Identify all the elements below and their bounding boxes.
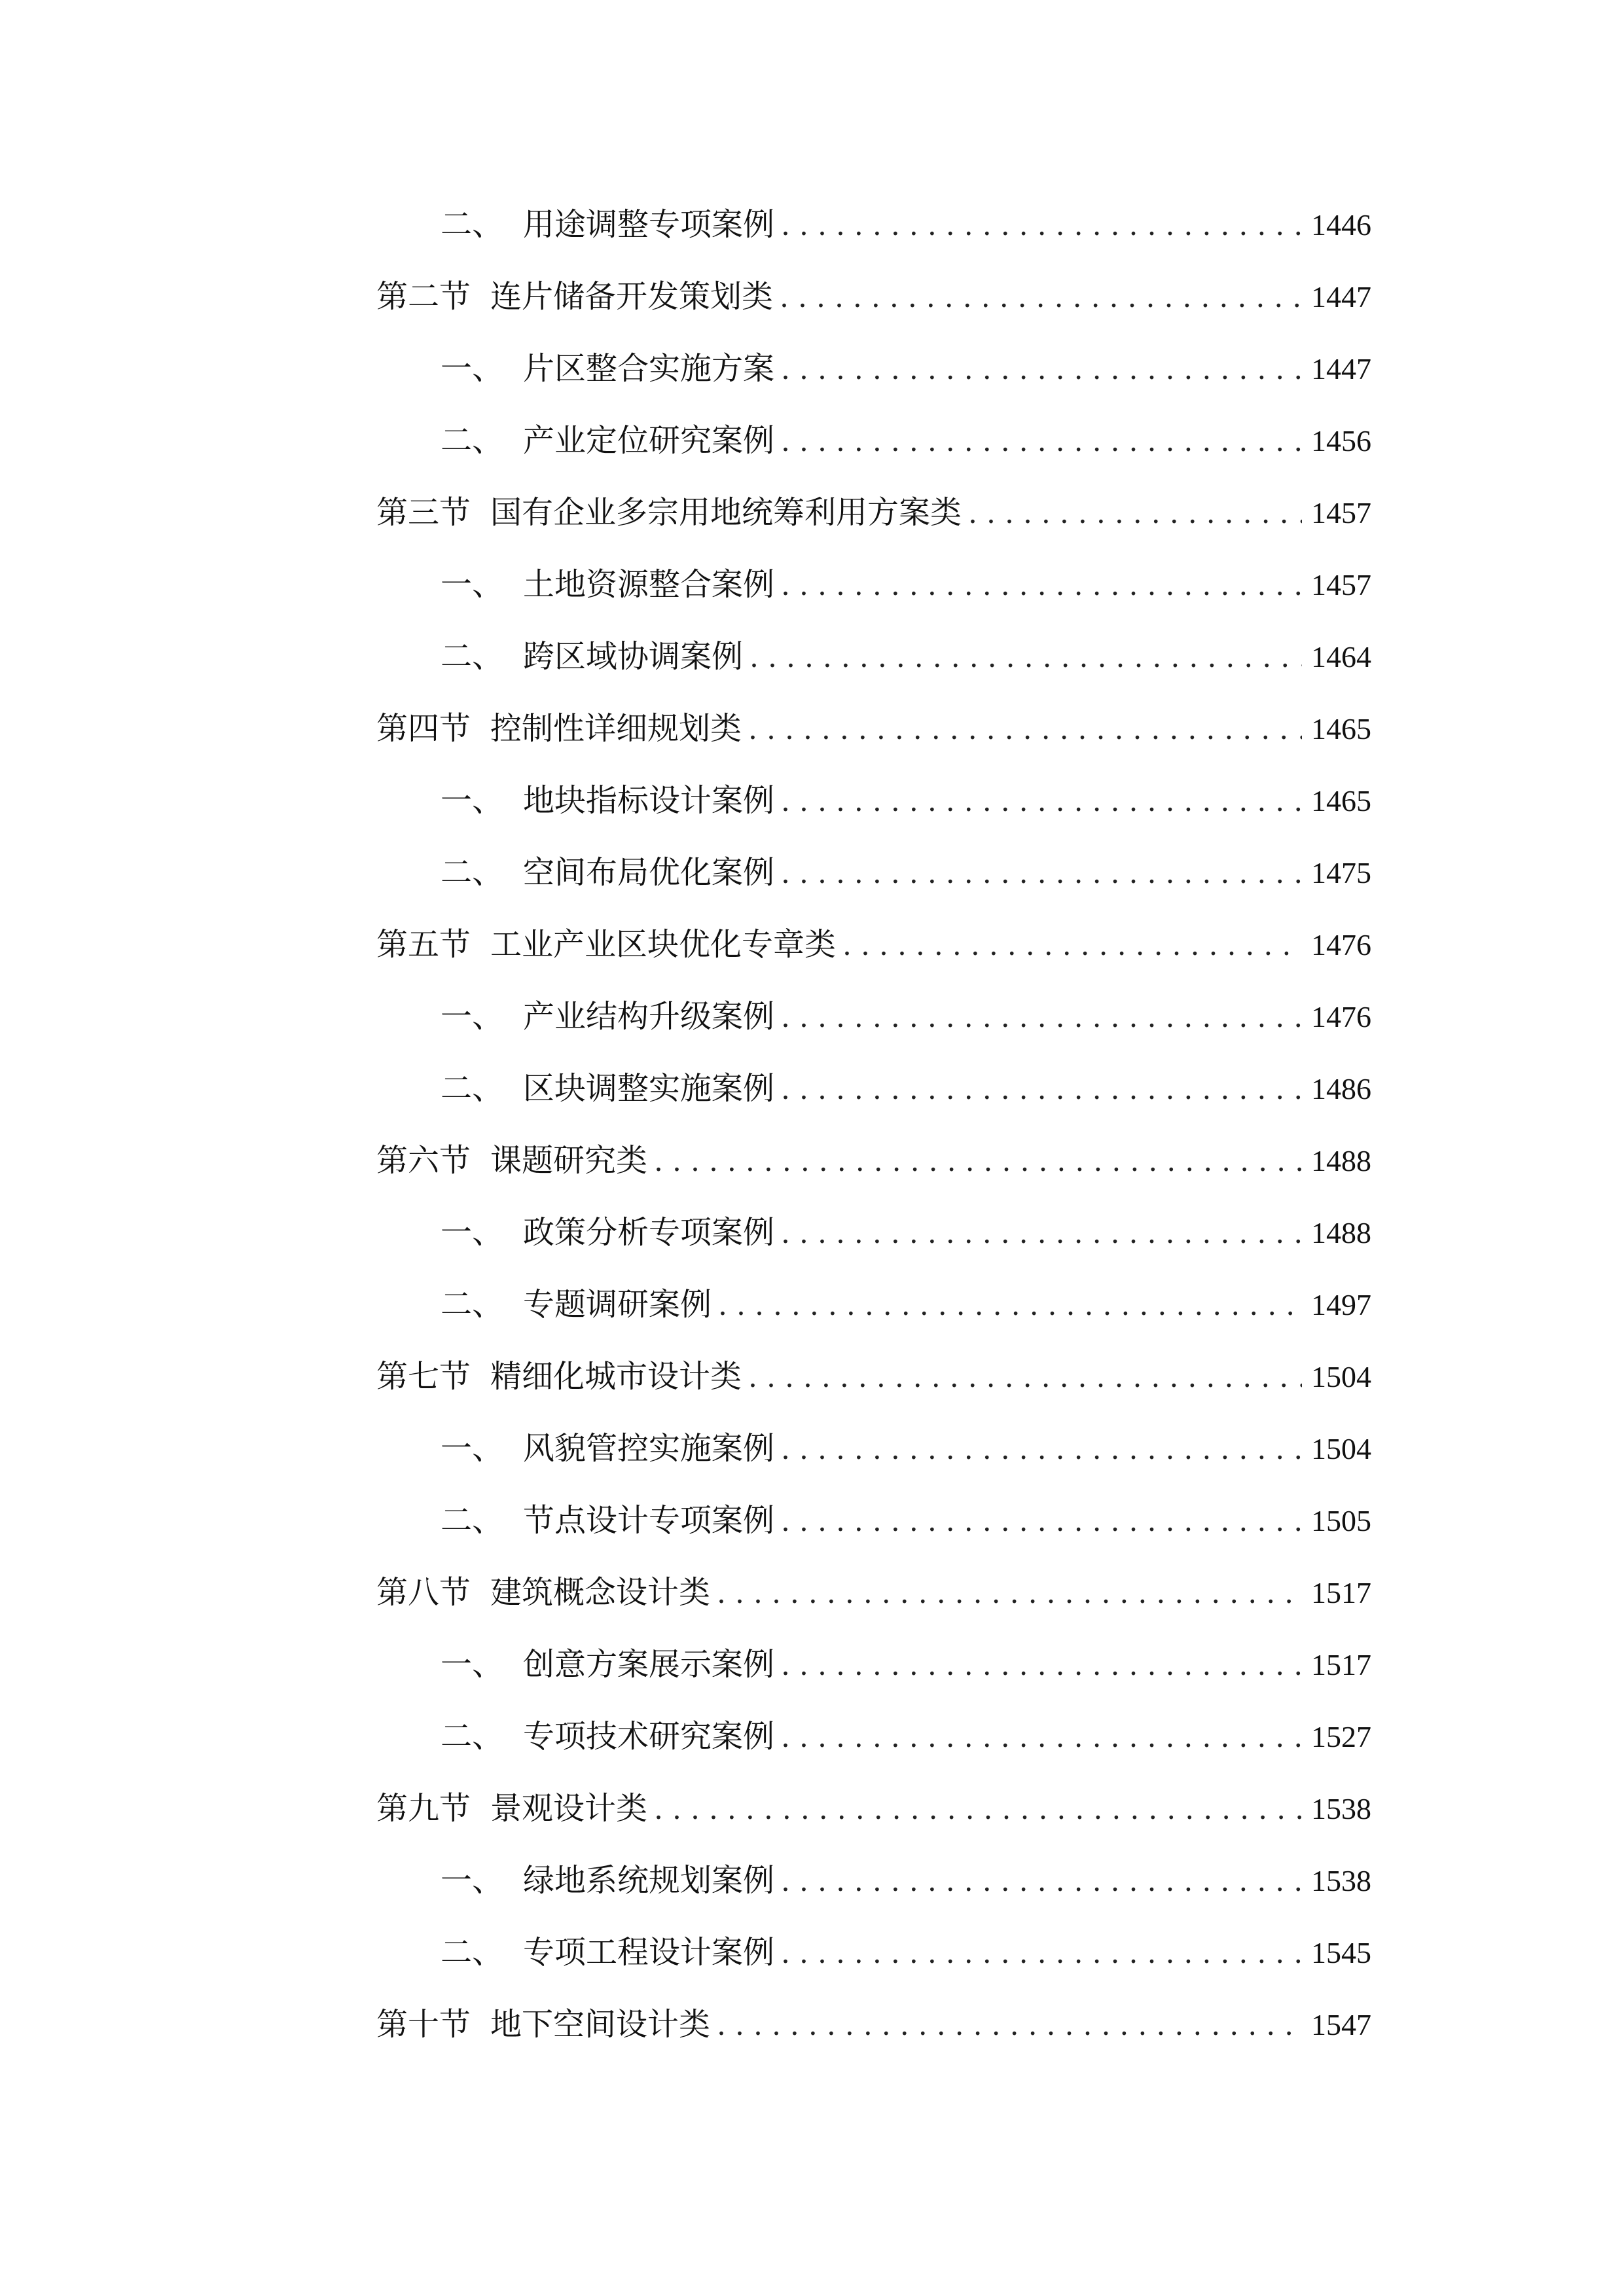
dot-leader	[781, 1196, 1302, 1270]
page-number: 1476	[1311, 1000, 1371, 1033]
page-number: 1504	[1311, 1360, 1371, 1393]
page-number: 1457	[1311, 568, 1371, 601]
dot-leader	[781, 548, 1302, 622]
toc-entry[interactable]	[376, 1268, 1371, 1340]
toc-entry[interactable]	[376, 476, 1371, 548]
entry-title: 专题调研案例	[523, 1286, 712, 1323]
entry-title: 专项技术研究案例	[523, 1718, 775, 1755]
page-number: 1488	[1311, 1216, 1371, 1249]
toc-entry[interactable]	[376, 1556, 1371, 1628]
entry-marker: 一、	[441, 782, 504, 819]
page-number: 1465	[1311, 712, 1371, 745]
toc-entry[interactable]	[376, 404, 1371, 476]
page-number: 1464	[1311, 640, 1371, 673]
dot-leader	[781, 404, 1302, 478]
entry-marker: 第五节	[376, 926, 471, 963]
entry-label	[441, 764, 774, 836]
entry-title: 绿地系统规划案例	[523, 1862, 775, 1899]
page-number: 1475	[1311, 856, 1371, 889]
entry-marker: 第六节	[376, 1142, 471, 1179]
entry-label	[376, 476, 962, 548]
dot-leader	[842, 908, 1302, 982]
entry-marker: 一、	[441, 566, 504, 603]
entry-label	[441, 620, 743, 692]
dot-leader	[718, 1268, 1302, 1342]
entry-label	[441, 1268, 712, 1340]
dot-leader	[654, 1772, 1302, 1846]
entry-title: 产业定位研究案例	[523, 422, 775, 459]
toc-entry[interactable]	[376, 1196, 1371, 1268]
entry-marker: 二、	[441, 1502, 504, 1539]
toc-entry[interactable]	[376, 1340, 1371, 1412]
entry-marker: 二、	[441, 638, 504, 675]
toc-entry[interactable]	[376, 620, 1371, 692]
entry-marker: 二、	[441, 1286, 504, 1323]
page-number: 1545	[1311, 1936, 1371, 1969]
page-number: 1504	[1311, 1432, 1371, 1465]
entry-label	[441, 1628, 774, 1700]
entry-title: 景观设计类	[490, 1790, 648, 1827]
dot-leader	[748, 1340, 1302, 1414]
entry-title: 连片储备开发策划类	[490, 278, 774, 315]
toc-entry[interactable]	[376, 836, 1371, 908]
dot-leader	[781, 1700, 1302, 1774]
entry-marker: 二、	[441, 422, 504, 459]
toc-entry[interactable]	[376, 1628, 1371, 1700]
entry-label	[376, 1556, 710, 1628]
entry-title: 精细化城市设计类	[490, 1358, 742, 1395]
page-number: 1446	[1311, 208, 1371, 242]
entry-title: 控制性详细规划类	[490, 710, 742, 747]
toc-entry[interactable]	[376, 1988, 1371, 2060]
entry-title: 课题研究类	[490, 1142, 648, 1179]
entry-marker: 二、	[441, 1934, 504, 1971]
toc-entry[interactable]	[376, 548, 1371, 620]
entry-title: 政策分析专项案例	[523, 1214, 775, 1251]
entry-label	[376, 1124, 647, 1196]
entry-title: 国有企业多宗用地统筹利用方案类	[490, 494, 962, 531]
entry-marker: 第七节	[376, 1358, 471, 1395]
entry-label	[376, 1772, 647, 1844]
entry-label	[376, 908, 836, 980]
dot-leader	[717, 1556, 1302, 1630]
entry-label	[441, 1700, 774, 1772]
dot-leader	[781, 1484, 1302, 1558]
entry-title: 区块调整实施案例	[523, 1070, 775, 1107]
page-number: 1517	[1311, 1648, 1371, 1681]
page-number: 1497	[1311, 1288, 1371, 1321]
entry-title: 空间布局优化案例	[523, 854, 775, 891]
dot-leader	[717, 1988, 1302, 2062]
entry-marker: 第四节	[376, 710, 471, 747]
dot-leader	[781, 836, 1302, 910]
entry-label	[376, 692, 742, 764]
entry-label	[441, 1412, 774, 1484]
toc-entry[interactable]	[376, 1700, 1371, 1772]
dot-leader	[781, 332, 1302, 406]
entry-marker: 第九节	[376, 1790, 471, 1827]
page-number: 1486	[1311, 1072, 1371, 1105]
toc-entry[interactable]	[376, 1772, 1371, 1844]
entry-title: 地块指标设计案例	[523, 782, 775, 819]
page-number: 1447	[1311, 280, 1371, 314]
page-number: 1538	[1311, 1792, 1371, 1825]
entry-marker: 第三节	[376, 494, 471, 531]
entry-marker: 一、	[441, 350, 504, 387]
toc-entry[interactable]	[376, 332, 1371, 404]
toc-entry[interactable]	[376, 260, 1371, 332]
dot-leader	[781, 1412, 1302, 1486]
page-number: 1505	[1311, 1504, 1371, 1537]
toc-entry[interactable]	[376, 764, 1371, 836]
page-number: 1517	[1311, 1576, 1371, 1609]
entry-marker: 二、	[441, 854, 504, 891]
dot-leader	[748, 692, 1302, 766]
entry-label	[441, 836, 774, 908]
entry-marker: 一、	[441, 998, 504, 1035]
page-number: 1488	[1311, 1144, 1371, 1177]
entry-label	[441, 980, 774, 1052]
toc-entry[interactable]	[376, 908, 1371, 980]
entry-label	[441, 1484, 774, 1556]
toc-entry[interactable]	[376, 980, 1371, 1052]
entry-marker: 一、	[441, 1430, 504, 1467]
dot-leader	[749, 620, 1302, 694]
dot-leader	[781, 1844, 1302, 1918]
entry-marker: 一、	[441, 1862, 504, 1899]
toc-entry[interactable]	[376, 692, 1371, 764]
toc-entry[interactable]	[376, 1916, 1371, 1988]
entry-title: 地下空间设计类	[490, 2006, 711, 2043]
entry-title: 跨区域协调案例	[523, 638, 744, 675]
toc-entry[interactable]	[376, 1124, 1371, 1196]
dot-leader	[781, 188, 1302, 262]
entry-marker: 一、	[441, 1214, 504, 1251]
dot-leader	[654, 1124, 1302, 1198]
entry-marker: 第二节	[376, 278, 471, 315]
entry-title: 产业结构升级案例	[523, 998, 775, 1035]
entry-title: 土地资源整合案例	[523, 566, 775, 603]
entry-title: 风貌管控实施案例	[523, 1430, 775, 1467]
entry-label	[441, 1196, 774, 1268]
page-number: 1538	[1311, 1864, 1371, 1897]
toc-entry[interactable]	[376, 1412, 1371, 1484]
entry-label	[376, 1988, 710, 2060]
entry-title: 建筑概念设计类	[490, 1574, 711, 1611]
entry-title: 节点设计专项案例	[523, 1502, 775, 1539]
toc-entry[interactable]	[376, 188, 1371, 260]
entry-title: 工业产业区块优化专章类	[490, 926, 837, 963]
toc-entry[interactable]	[376, 1052, 1371, 1124]
page-number: 1465	[1311, 784, 1371, 817]
entry-marker: 第八节	[376, 1574, 471, 1611]
entry-title: 专项工程设计案例	[523, 1934, 775, 1971]
entry-label	[441, 332, 774, 404]
dot-leader	[781, 980, 1302, 1054]
page-number: 1547	[1311, 2008, 1371, 2041]
dot-leader	[781, 1052, 1302, 1126]
page-number: 1527	[1311, 1720, 1371, 1753]
entry-marker: 二、	[441, 1070, 504, 1107]
entry-marker: 二、	[441, 206, 504, 243]
page-number: 1476	[1311, 928, 1371, 961]
toc-entry[interactable]	[376, 1844, 1371, 1916]
entry-title: 创意方案展示案例	[523, 1646, 775, 1683]
dot-leader	[781, 1628, 1302, 1702]
toc-entry[interactable]	[376, 1484, 1371, 1556]
entry-label	[441, 1916, 774, 1988]
entry-label	[441, 1844, 774, 1916]
entry-label	[441, 188, 774, 260]
entry-title: 片区整合实施方案	[523, 350, 775, 387]
entry-label	[376, 1340, 742, 1412]
entry-label	[441, 1052, 774, 1124]
entry-label	[376, 260, 773, 332]
entry-label	[441, 548, 774, 620]
dot-leader	[781, 1916, 1302, 1990]
entry-marker: 一、	[441, 1646, 504, 1683]
entry-marker: 二、	[441, 1718, 504, 1755]
dot-leader	[968, 476, 1302, 550]
entry-label	[441, 404, 774, 476]
table-of-contents	[376, 188, 1371, 2060]
dot-leader	[781, 764, 1302, 838]
page-number: 1456	[1311, 424, 1371, 457]
entry-title: 用途调整专项案例	[523, 206, 775, 243]
dot-leader	[780, 260, 1302, 334]
entry-marker: 第十节	[376, 2006, 471, 2043]
page-number: 1447	[1311, 352, 1371, 386]
page-number: 1457	[1311, 496, 1371, 529]
